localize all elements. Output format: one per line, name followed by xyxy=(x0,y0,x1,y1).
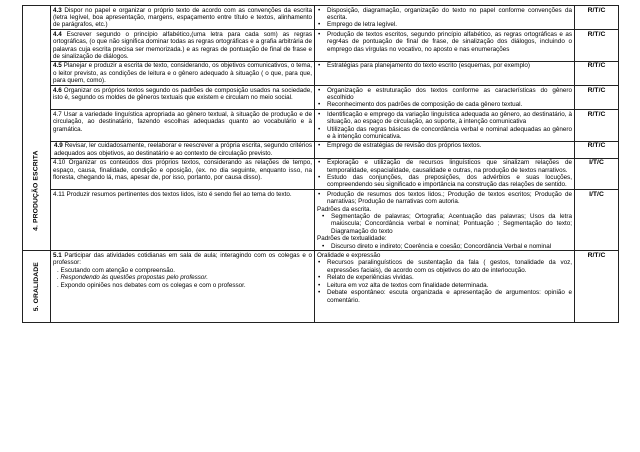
content-cell xyxy=(315,141,575,158)
content-cell xyxy=(315,158,575,190)
list-item: • Produção de textos escritos, segundo princípio alfabético, as regras ortográficas e as regr4as de pontuação de final de frase, de sinalização dos diálogos, incluindo o emprego das vírgulas no vocativo, no aposto e nas enumerações xyxy=(317,31,572,53)
list-item: • Relato de experiências vividas. xyxy=(317,274,572,281)
content-heading: Padrões de textualidade: xyxy=(317,235,387,243)
list-item: • Exploração e utilização de recursos linguísticos que sinalizam relações de temporalidade, espacialidade, causalidade e outras, na produção de textos narrativos. xyxy=(317,159,572,174)
list-item: • Estratégias para planejamento do texto escrito (esquemas, por exemplo) xyxy=(317,62,572,69)
content-cell xyxy=(315,86,575,110)
list-item: • Disposição, diagramação, organização do texto no papel conforme convenções da escrita. xyxy=(317,7,572,22)
skill-subitem: . Escutando com atenção e compreensão. xyxy=(57,266,175,274)
content-cell xyxy=(315,251,575,323)
skill-subitem: . Respondendo às questões propostas pelo professor. xyxy=(57,274,208,282)
skill-cell xyxy=(51,110,315,142)
skill-cell xyxy=(51,190,315,251)
content-cell xyxy=(315,190,575,251)
content-cell xyxy=(315,6,575,30)
skill-text: 4.10 Organizar os conteúdos dos próprios textos, considerando as relações de tempo, espaço, causa, finalidade, condição e oposição, (ex. no dia seguinte, enquanto isso, na floresta, chegando lá, mas, apesar de, por isso, portanto, por causa disso). xyxy=(53,159,312,182)
skill-number: 4.9 xyxy=(54,142,63,150)
skill-number: 4.3 xyxy=(53,6,62,14)
stage-code: R/T/C xyxy=(575,61,619,85)
skill-cell xyxy=(51,158,315,190)
table-row xyxy=(23,6,619,30)
stage-code: I/T/C xyxy=(575,158,619,190)
skill-text: Planejar e produzir a escrita de texto, considerando, os objetivos comunicativos, o tema, o leitor previsto, as condições de leitura e o gênero adequado à situação ( o que, para que, para quem, como). xyxy=(53,62,312,85)
stage-code: R/T/C xyxy=(575,86,619,110)
list-item: • Emprego de letra legível. xyxy=(317,21,572,28)
skill-number: 4.4 xyxy=(53,30,62,38)
stage-code: R/T/C xyxy=(575,110,619,142)
content-cell xyxy=(315,61,575,85)
list-item: • Identificação e emprego da variação linguística adequada ao gênero, ao destinatário, à situação, ao espaço de circulação, ao suporte, à intenção comunicativa xyxy=(317,111,572,126)
skill-text: 4.11 Produzir resumos pertinentes dos textos lidos, isto é sendo fiel ao tema do texto. xyxy=(53,190,292,198)
skill-number: 5.1 xyxy=(53,252,62,260)
list-item: • Organização e estruturação dos textos conforme as características do gênero escolhido xyxy=(317,87,572,102)
table-row xyxy=(23,190,619,251)
stage-code: R/T/C xyxy=(575,30,619,62)
table-row xyxy=(23,110,619,142)
skill-cell xyxy=(51,6,315,30)
list-item: • Estudo das conjunções, das preposições, dos advérbios e suas locuções, compreendendo seu significado e importância na construção das relações de sentido. xyxy=(317,174,572,189)
table-row xyxy=(23,158,619,190)
skill-text: Participar das atividades cotidianas em sala de aula; interagindo com os colegas e o professor: xyxy=(53,252,312,267)
list-item: • Emprego de estratégias de revisão dos próprios textos. xyxy=(317,142,572,149)
stage-code: R/T/C xyxy=(575,251,619,323)
skill-number: 4.5 xyxy=(53,62,62,70)
skill-subitem: . Expondo opiniões nos debates com os colegas e com o professor. xyxy=(57,281,246,289)
table-row xyxy=(23,251,619,323)
content-heading: Oralidade e expressão xyxy=(317,252,381,260)
skill-text: Revisar, ler cuidadosamente, reelaborar e reescrever a própria escrita, segundo critérios adequados aos objetivos, ao destinatário e ao contexto de circulação previsto. xyxy=(54,142,312,157)
stage-code: R/T/C xyxy=(575,6,619,30)
list-item: • Recursos paralinguísticos de sustentação da fala ( gestos, tonalidade da voz, expressões faciais), de acordo com os objetivos do ato de interlocução. xyxy=(317,259,572,274)
stage-code: R/T/C xyxy=(575,141,619,158)
content-heading: Padrões da escrita. xyxy=(317,205,372,213)
skill-text: Escrever segundo o princípio alfabético,(uma letra para cada som) as regras ortográficas, (o que não significa dominar todas as regras ortográficas e a grafia arbitrária de palavras cuja escrita precisa ser memorizada.) e as regras de pontuação de final de frase e de sinalização de diálogos. xyxy=(53,30,312,61)
stage-code: I/T/C xyxy=(575,190,619,251)
skill-cell xyxy=(51,61,315,85)
list-item: • Segmentação de palavras; Ortografia; Acentuação das palavras; Usos da letra maiúscula; Concordância verbal e nominal; Pontuação ; Segmentação do texto; Diagramação do texto xyxy=(317,213,572,235)
skill-text: Dispor no papel e organizar o próprio texto de acordo com as convenções da escrita (letra legível, boa apresentação, margens, espaçamento entre título e textos, alinhamento de parágrafos, etc.) xyxy=(53,6,312,29)
skill-cell xyxy=(51,141,315,158)
list-item: • Utilização das regras básicas de concordância verbal e nominal adequadas ao gênero e à intenção comunicativa. xyxy=(317,126,572,141)
table-row xyxy=(23,86,619,110)
list-item: • Leitura em voz alta de textos com finalidade determinada. xyxy=(317,282,572,289)
list-item: • Reconhecimento dos padrões de composição de cada gênero textual. xyxy=(317,101,572,108)
skill-cell xyxy=(51,251,315,323)
list-item: • Discurso direto e indireto; Coerência e coesão; Concordância Verbal e nominal xyxy=(317,243,572,250)
list-item: • Debate espontâneo: escuta organizada e apresentação de argumentos: opinião e comentário. xyxy=(317,289,572,304)
table-row xyxy=(23,30,619,62)
section-label-producao-escrita: 4. PRODUÇÃO ESCRITA xyxy=(32,150,40,232)
section-label-cell xyxy=(23,6,51,251)
table-row xyxy=(23,141,619,158)
list-item: • Produção de resumos dos textos lidos.; Produção de textos escritos; Produção de narrativas; Produção de narrativas com autoria. xyxy=(317,191,572,206)
skill-cell xyxy=(51,86,315,110)
content-cell xyxy=(315,30,575,62)
skill-number: 4.7 xyxy=(53,110,62,118)
skill-text: Organizar os próprios textos segundo os padrões de composição usados na sociedade, isto é, segundo os moldes de gêneros textuais que existem e circulam no meio social. xyxy=(53,86,312,102)
skill-text: Usar a variedade linguística apropriada ao gênero textual, à situação de produção e de circulação, ao destinatário, fazendo escolhas adequadas quanto ao vocabulário e à gramática. xyxy=(53,110,312,133)
content-cell xyxy=(315,110,575,142)
section-label-cell xyxy=(23,251,51,323)
table-row xyxy=(23,61,619,85)
skill-cell xyxy=(51,30,315,62)
skill-number: 4.6 xyxy=(53,86,62,94)
curriculum-table xyxy=(22,5,619,323)
section-label-oralidade: 5. ORALIDADE xyxy=(32,262,40,312)
